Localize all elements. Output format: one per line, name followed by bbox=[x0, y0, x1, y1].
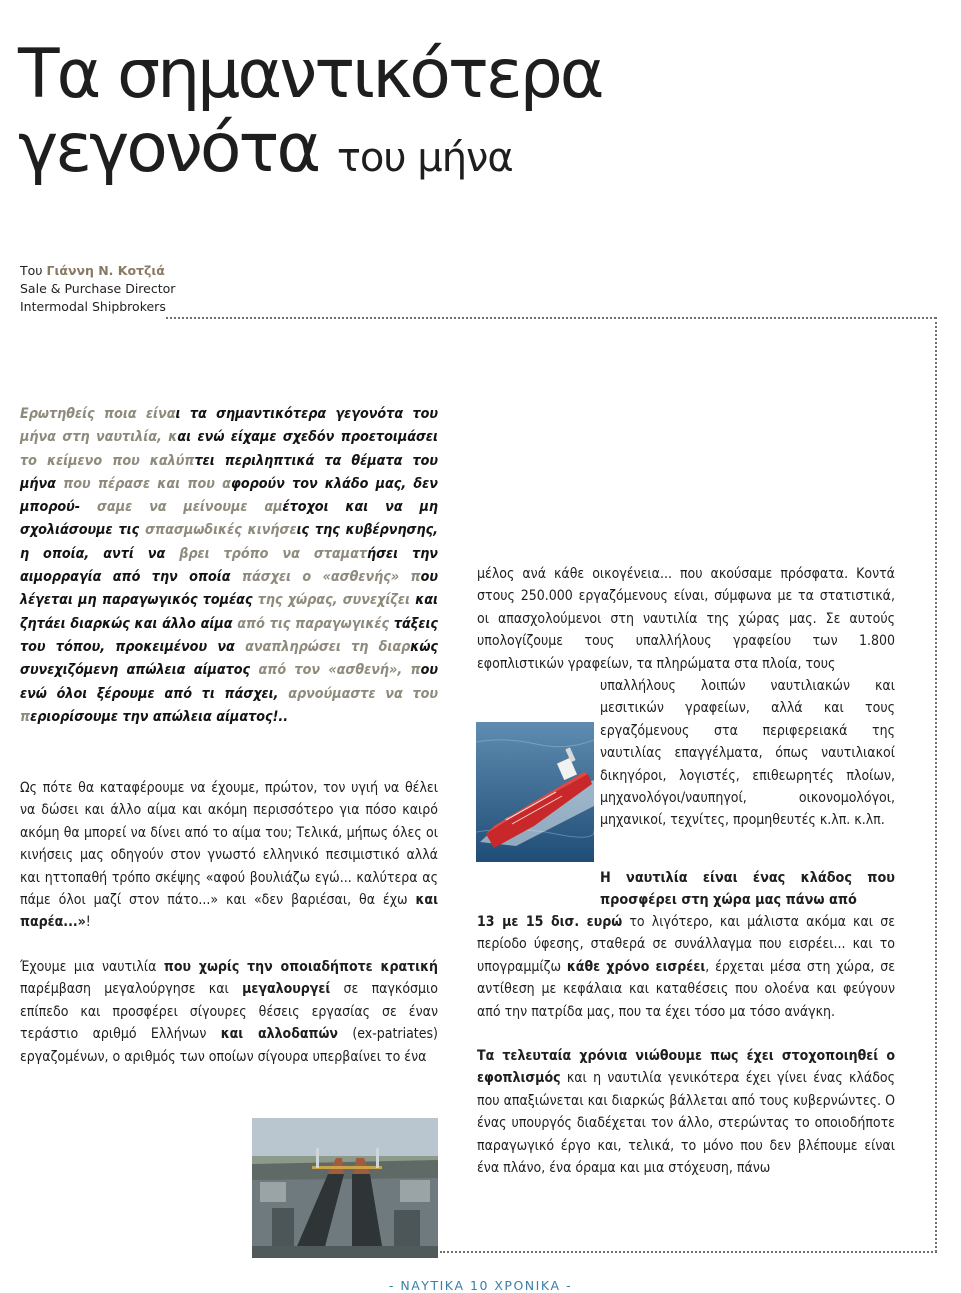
p2-bold: που χωρίς την οποιαδήποτε κρατική bbox=[163, 959, 438, 975]
lead-seg: το κείμενο που καλύπ bbox=[20, 452, 195, 469]
shipyard-photo bbox=[252, 1118, 438, 1258]
p1-end: ! bbox=[85, 914, 91, 931]
r4-bold: κάθε χρόνο εισρέει bbox=[566, 958, 706, 975]
r4-bold: 13 με 15 δισ. ευρώ bbox=[477, 914, 623, 930]
lead-seg: τει περιληπτικά τα θέματα του μήνα bbox=[20, 452, 438, 492]
author-name: Γιάννη Ν. Κοτζιά bbox=[46, 263, 165, 278]
byline-author-line bbox=[20, 262, 175, 280]
lead-paragraph bbox=[20, 403, 438, 729]
body-paragraph-1 bbox=[20, 777, 438, 934]
r5-text: και η ναυτιλία γενικότερα έχει γίνει ένας κλάδος που απαξιώνεται και διαρκώς βάλλεται από τους κυβερνώντες. Ο ένας υπουργός διαδέχεται τον άλλο, στερώντας το οποιοδήποτε παραγωγικό έργο και, τελικά, το μόνο που δεν βλέπουμε είναι ένα πλάνο, ένα όραμα και μια στόχευση, πάνω bbox=[477, 1070, 895, 1177]
byline bbox=[20, 262, 175, 316]
r4-text: το λιγότερο, και μάλιστα ακόμα και σε περίοδο ύφεσης, σταθερά σε συνάλλαγμα που εισρέει... και το υπογραμμίζω bbox=[477, 914, 896, 975]
p2-text: Έχουμε μια ναυτιλία bbox=[20, 959, 164, 975]
title-line-1: Τα σημαντικότερα bbox=[18, 35, 602, 114]
lead-seg: εριορίσουμε την απώλεια αίματος!.. bbox=[30, 708, 289, 725]
p2-bold: και αλλοδαπών bbox=[220, 1026, 338, 1043]
body-paragraph-2 bbox=[20, 956, 438, 1068]
p2-text: παρέμβαση μεγαλούργησε και bbox=[20, 981, 243, 998]
shipyard-illustration bbox=[252, 1118, 438, 1258]
author-company: Intermodal Shipbrokers bbox=[20, 299, 166, 314]
author-role: Sale & Purchase Director bbox=[20, 281, 176, 296]
article-title bbox=[18, 35, 602, 195]
lead-seg: σαμε να μείνουμε αμ bbox=[96, 499, 283, 516]
dotted-frame-bottom bbox=[440, 1251, 937, 1253]
page-footer: - ΝΑΥΤΙΚΑ 10 ΧΡΟΝΙΚΑ - bbox=[388, 1278, 573, 1293]
lead-seg: αναπληρώσει τη διαρ bbox=[245, 638, 411, 655]
ship-illustration bbox=[476, 722, 594, 862]
lead-seg: αι ενώ είχαμε σχεδόν προετοιμάσει bbox=[177, 429, 438, 446]
lead-seg: ι τα σημαντικότερα γεγονότα του bbox=[175, 406, 438, 422]
body-paragraph-right-4 bbox=[477, 911, 895, 1023]
lead-seg: φορούν τον κλάδο μας, δεν μπορού- bbox=[20, 475, 438, 516]
lead-seg: αρνούμαστε να του π bbox=[20, 685, 438, 725]
lead-seg: ις της κυβέρνησης, η οποία, αντί να bbox=[20, 522, 438, 562]
lead-seg: πάσχει ο «ασθενής» π bbox=[241, 569, 421, 586]
lead-seg: ου ενώ όλοι ξέρουμε από τι πάσχει, bbox=[20, 662, 438, 702]
p2-text: σε παγκόσμιο επίπεδο και προσφέρει σίγουρες θέσεις εργασίας σε έναν τεράστιο αριθμό Ελλήνων bbox=[20, 981, 439, 1043]
lead-seg: κώς συνεχιζόμενη απώλεια αίματος bbox=[20, 638, 438, 679]
lead-seg: μήνα στη ναυτιλία, κ bbox=[20, 429, 178, 446]
dotted-frame-right bbox=[935, 317, 937, 1252]
lead-seg: ου λέγεται μη παραγωγικός τομέας bbox=[20, 569, 438, 609]
dotted-frame-top bbox=[166, 317, 936, 319]
body-paragraph-right-5 bbox=[477, 1045, 895, 1179]
lead-seg: και ζητάει διαρκώς και άλλο αίμα bbox=[20, 592, 439, 632]
lead-seg: Ερωτηθείς ποια είνα bbox=[20, 406, 176, 422]
title-line-2: γεγονότα bbox=[18, 109, 319, 188]
p2-bold: μεγαλουργεί bbox=[242, 981, 331, 998]
lead-seg: σπασμωδικές κινήσε bbox=[145, 522, 297, 539]
title-subtitle: του μήνα bbox=[336, 135, 513, 181]
lead-seg: βρει τρόπο να σταματ bbox=[179, 545, 367, 562]
body-paragraph-right-1: μέλος ανά κάθε οικογένεια... που ακούσαμε πρόσφατα. Κοντά στους 250.000 εργαζόμενους είναι, σύμφωνα με τα στατιστικά, οι απασχολούμενοι στη ναυτιλία της χώρας μας. Σε αυτούς υπολογίζουμε τους υπαλλήλους γραφείου των 1.800 εφοπλιστικών γραφείων, τα πληρώματα στα πλοία, τους bbox=[477, 566, 895, 672]
lead-seg: τάξεις του τόπου, προκειμένου να bbox=[20, 615, 438, 655]
lead-seg: της χώρας, συνεχίζει bbox=[257, 592, 410, 609]
lead-seg: ήσει την αιμορραγία από την οποία bbox=[20, 545, 438, 586]
body-paragraph-right-2: υπαλλήλους λοιπών ναυτιλιακών και μεσιτικών γραφείων, αλλά και τους εργαζόμενους στα περιφερειακά της ναυτιλίας επαγγέλματα, όπως ναυτιλιακοί δικηγόροι, λογιστές, επιθεωρητές πλοίων, μηχανολόγοι/ναυπηγοί, οικονομολόγοι, μηχανικοί, τεχνίτες, προμηθευτές κ.λπ. κ.λπ. bbox=[600, 678, 895, 829]
p2-text: (ex-patriates) εργαζομένων, ο αριθμός των οποίων σίγουρα υπερβαίνει το ένα bbox=[20, 1026, 438, 1065]
r5-bold: Τα τελευταία χρόνια νιώθουμε πως έχει στοχοποιηθεί ο εφοπλισμός bbox=[477, 1048, 895, 1087]
byline-prefix: Του bbox=[20, 263, 43, 278]
tanker-ship-photo bbox=[476, 722, 594, 862]
p1-bold: και παρέα...» bbox=[20, 892, 438, 931]
r4-text: , έρχεται μέσα στη χώρα, σε αντίθεση με κεφάλαια και καταθέσεις που ολοένα και φεύγουν από την πατρίδα μας, που τα έχει τόσο μα τόσο ανάγκη. bbox=[477, 958, 895, 1020]
highlight-paragraph: Η ναυτιλία είναι ένας κλάδος που προσφέρει στη χώρα μας πάνω από bbox=[600, 870, 895, 909]
lead-seg: από τον «ασθενή», π bbox=[258, 662, 421, 679]
lead-seg: από τις παραγωγικές bbox=[237, 615, 390, 632]
p1-text: Ως πότε θα καταφέρουμε να έχουμε, πρώτον, τον υγιή να θέλει να δώσει και άλλο αίμα και ακόμη περισσότερο για πόσο καιρό ακόμη θα μπορεί να δίνει από το αίμα του; Τελικά, μήπως όλες οι κινήσεις μας οδηγούν στον γνωστό ελληνικό πεσιμιστικό αλλά και ηττοπαθή τρόπο σκέψης «αφού βουλιάζω εγώ... καλύτερα ας πάμε όλοι μαζί στον πάτο...» και «δεν βαριέσαι, θα έχω bbox=[20, 780, 438, 909]
lead-seg: έτοχοι και να μη σχολιάσουμε τις bbox=[20, 499, 438, 539]
lead-seg: που πέρασε και που α bbox=[63, 475, 231, 492]
